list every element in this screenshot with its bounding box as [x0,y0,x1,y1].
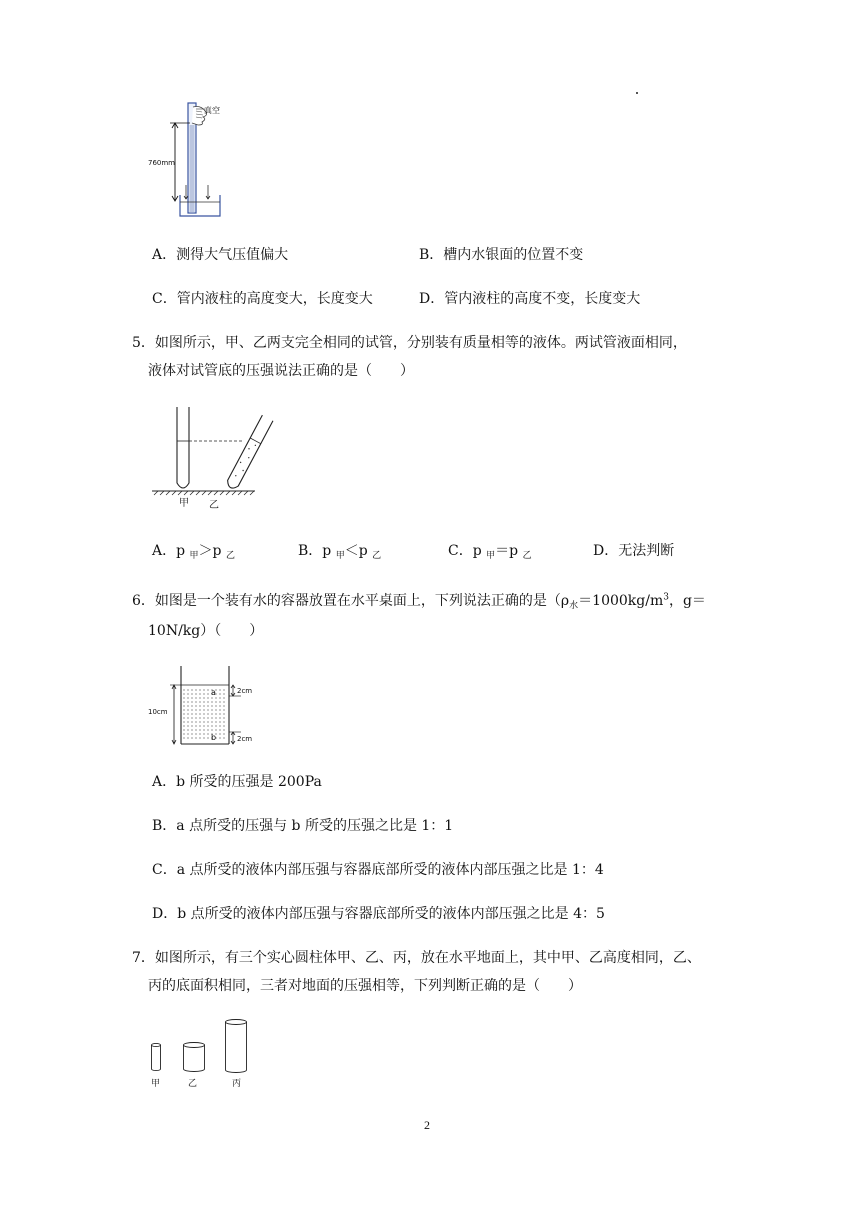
q5-text-line2: 液体对试管底的压强说法正确的是（ ） [148,363,414,379]
q5-option-a-sub1: 甲 [189,551,199,561]
q5-option-a-prefix: A．p [152,543,190,559]
q6-text-line2: 10N/kg）（ ） [148,623,264,639]
q5-option-a-op: ＞p [198,543,226,559]
q5-option-b-sub1: 甲 [335,551,345,561]
q6-option-b[interactable]: B．a 点所受的压强与 b 所受的压强之比是 1：1 [152,818,454,834]
q5-option-b-sub2: 乙 [372,551,382,561]
q6-line1-sup: 3 [663,592,669,603]
point-a-label: a [211,688,216,697]
q5-option-b-prefix: B．p [298,543,336,559]
vacuum-label: 真空 [204,106,220,115]
page-number: 2 [424,1118,430,1132]
q6-text-line1 [132,590,706,611]
height-760-label: 760mm [148,159,175,167]
cylinder-bing-label: 丙 [232,1079,242,1089]
test-tubes-figure [150,405,260,511]
q5-option-c-sub1: 甲 [486,551,496,561]
cylinder-yi-label: 乙 [188,1079,198,1089]
q5-text-line1: 5．如图所示，甲、乙两支完全相同的试管，分别装有质量相等的液体。两试管液面相同， [132,335,687,351]
q5-option-c-op: ＝p [495,543,523,559]
q5-option-a[interactable] [152,540,235,561]
barometer-figure [148,95,260,225]
water-container-figure [145,660,265,752]
q6-line1-sub: 水 [569,601,579,611]
q5-option-b[interactable] [298,540,381,561]
q6-line1-c: ，g＝ [668,593,706,609]
q7-text-line2: 丙的底面积相同，三者对地面的压强相等，下列判断正确的是（ ） [148,978,582,994]
cylinders-figure [145,1014,265,1094]
q5-option-c-prefix: C．p [448,543,487,559]
tube-yi-label: 乙 [209,500,219,511]
bottom-2cm-label: 2cm [237,735,253,743]
q4-option-d[interactable]: D．管内液柱的高度不变，长度变大 [419,291,641,307]
q5-option-b-op: ＜p [344,543,373,559]
height-10cm-label: 10cm [148,708,168,716]
point-b-label: b [211,733,217,742]
q6-option-c[interactable]: C．a 点所受的液体内部压强与容器底部所受的液体内部压强之比是 1：4 [152,862,604,878]
tube-jia-label: 甲 [179,498,189,509]
q6-option-a[interactable]: A．b 所受的压强是 200Pa [152,774,322,790]
cylinder-jia-label: 甲 [151,1079,161,1089]
q6-line1-b: ＝1000kg/m [578,593,664,609]
top-2cm-label: 2cm [237,687,253,695]
q4-option-b[interactable]: B．槽内水银面的位置不变 [419,247,584,263]
stray-dot [636,92,638,94]
q5-option-a-sub2: 乙 [225,551,235,561]
q6-line1-a: 6．如图是一个装有水的容器放置在水平桌面上，下列说法正确的是（ρ [132,593,570,609]
q4-option-c[interactable]: C．管内液柱的高度变大，长度变大 [152,291,373,307]
q6-option-d[interactable]: D．b 点所受的液体内部压强与容器底部所受的液体内部压强之比是 4：5 [152,906,605,922]
q5-option-d[interactable]: D．无法判断 [593,543,675,559]
q4-option-a[interactable]: A．测得大气压值偏大 [152,247,289,263]
q5-option-c[interactable] [448,540,532,561]
q5-option-c-sub2: 乙 [522,551,532,561]
q7-text-line1: 7．如图所示，有三个实心圆柱体甲、乙、丙，放在水平地面上，其中甲、乙高度相同，乙、 [132,950,701,966]
